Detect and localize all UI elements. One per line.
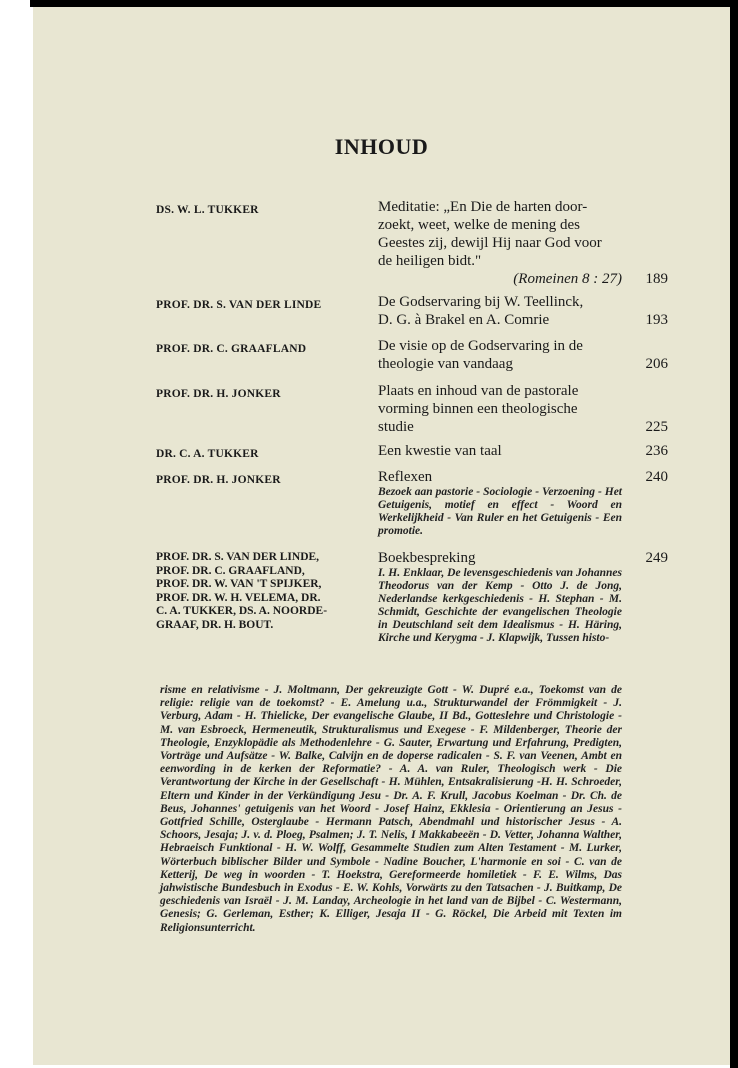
title-line: Plaats en inhoud van de pastorale <box>378 383 579 399</box>
review-author-line: PROF. DR. S. VAN DER LINDE, <box>156 551 320 563</box>
entry-subtopics: Bezoek aan pastorie - Sociologie - Verzoening - Het Getuigenis, motief en effect - Woord en Werkelijkheid - Van Ruler en het Getuigenis - Een promotie. <box>378 486 622 537</box>
entry-title <box>378 442 622 460</box>
title-line: zoekt, weet, welke de mening des <box>378 217 581 233</box>
entry-author: DR. C. A. TUKKER <box>156 448 259 460</box>
entry-author: PROF. DR. S. VAN DER LINDE <box>156 299 322 311</box>
title-line: De Godservaring bij W. Teellinck, <box>378 294 584 310</box>
entry-page-number: 225 <box>645 419 668 435</box>
title-line: Meditatie: „En Die de harten door- <box>378 199 588 215</box>
entry-page-number: 249 <box>645 550 668 566</box>
entry-author: PROF. DR. H. JONKER <box>156 388 281 400</box>
entry-author: PROF. DR. C. GRAAFLAND <box>156 343 307 355</box>
entry-page-number: 189 <box>645 271 668 287</box>
entry-title <box>378 382 622 436</box>
title-line: Reflexen <box>378 469 433 485</box>
entry-page-number: 206 <box>645 356 668 372</box>
bible-reference: (Romeinen 8 : 27) <box>513 271 622 287</box>
review-author-line: GRAAF, DR. H. BOUT. <box>156 618 274 631</box>
entry-title <box>378 293 622 329</box>
review-author-line: PROF. DR. W. VAN 'T SPIJKER, <box>156 578 322 590</box>
page-title: INHOUD <box>334 134 429 159</box>
entry-title <box>378 468 622 538</box>
review-intro: I. H. Enklaar, De levensgeschiedenis van Johannes Theodorus van der Kemp - Otto J. de Jong, Nederlandse kerkgeschiedenis - H. Stephan - M. Schmidt, Geschichte der evangelischen Theologie in Deutschland seit dem Idealismus - H. Häring, Kirche und Kerygma - J. Klapwijk, Tussen histo- <box>378 567 622 644</box>
scan-border-right <box>730 0 738 1068</box>
entry-page-number: 193 <box>645 312 668 328</box>
scan-border-top <box>30 0 738 7</box>
review-list: risme en relativisme - J. Moltmann, Der gekreuzigte Gott - W. Dupré e.a., Toekomst van de religie: religie van de toekomst? - E. Amelung u.a., Strukturwandel der Frömmigkeit - J. Verburg, Adam - H. Thielicke, Der evangelische Glaube, II Bd., Gotteslehre und Christologie - M. van Esbroeck, Hermeneutik, Strukturalismus und Exegese - F. Mildenberger, Theorie der Theologie, Enzyklopädie als Methodenlehre - G. Sauter, Erwartung und Erfahrung, Predigten, Vorträge und Aufsätze - W. Balke, Calvijn en de doperse radicalen - S. F. van Veenen, Ambt en eenwording in de kerken der Reformatie? - A. A. van Ruler, Theologisch werk - Die Verantwortung der Kirche in der Gesellschaft - H. Mühlen, Entsakralisierung -H. H. Schroeder, Eltern und Kinder in der Verkündigung Jesu - Dr. A. F. Krull, Jacobus Koelman - Dr. Ch. de Beus, Johannes' getuigenis van het Woord - Josef Hainz, Ekklesia - Orientierung an Jesus - Gottfried Schille, Osterglaube - Hermann Patsch, Abendmahl und historischer Jesus - A. Schoors, Jesaja; J. v. d. Ploeg, Psalmen; J. T. Nelis, I Makkabeeën - D. Vetter, Johanna Walther, Hebraeisch Funktional - H. W. Wolff, Gesammelte Studien zum Alten Testament - M. Lurker, Wörterbuch biblischer Bilder und Symbole - Nadine Boucher, L'harmonie en soi - C. van de Ketterij, De weg in woorden - T. Hoekstra, Gereformeerde homiletiek - F. E. Wilms, Das jahwistische Bundesbuch in Exodus - E. W. Kohls, Vorwärts zu den Tatsachen - J. Buitkamp, De geschiedenis van Israël - J. M. Landay, Archeologie in het land van de Bijbel - C. Westermann, Genesis; G. Gerleman, Esther; K. Elliger, Jesaja II - G. Röckel, Die Arbeid mit Texten im Religionsunterricht. <box>160 684 622 934</box>
entry-page-number: 236 <box>645 443 668 459</box>
review-author-line: PROF. DR. W. H. VELEMA, DR. <box>156 591 321 604</box>
document-page <box>33 7 730 1065</box>
entry-page-number: 240 <box>645 469 668 485</box>
title-line: D. G. à Brakel en A. Comrie <box>378 312 550 328</box>
review-authors <box>156 551 356 632</box>
review-heading: Boekbespreking <box>378 550 476 566</box>
entry-title <box>378 198 622 288</box>
review-author-line: C. A. TUKKER, DS. A. NOORDE- <box>156 605 328 617</box>
entry-title <box>378 337 622 373</box>
title-line: Geestes zij, dewijl Hij naar God voor <box>378 235 602 251</box>
title-line: theologie van vandaag <box>378 356 513 372</box>
title-line: Een kwestie van taal <box>378 443 502 459</box>
entry-author: PROF. DR. H. JONKER <box>156 474 281 486</box>
review-author-line: PROF. DR. C. GRAAFLAND, <box>156 564 305 577</box>
entry-author: DS. W. L. TUKKER <box>156 204 259 216</box>
title-line: de heiligen bidt." <box>378 253 482 269</box>
title-line: vorming binnen een theologische <box>378 401 578 417</box>
title-line: studie <box>378 419 414 435</box>
title-line: De visie op de Godservaring in de <box>378 338 583 354</box>
